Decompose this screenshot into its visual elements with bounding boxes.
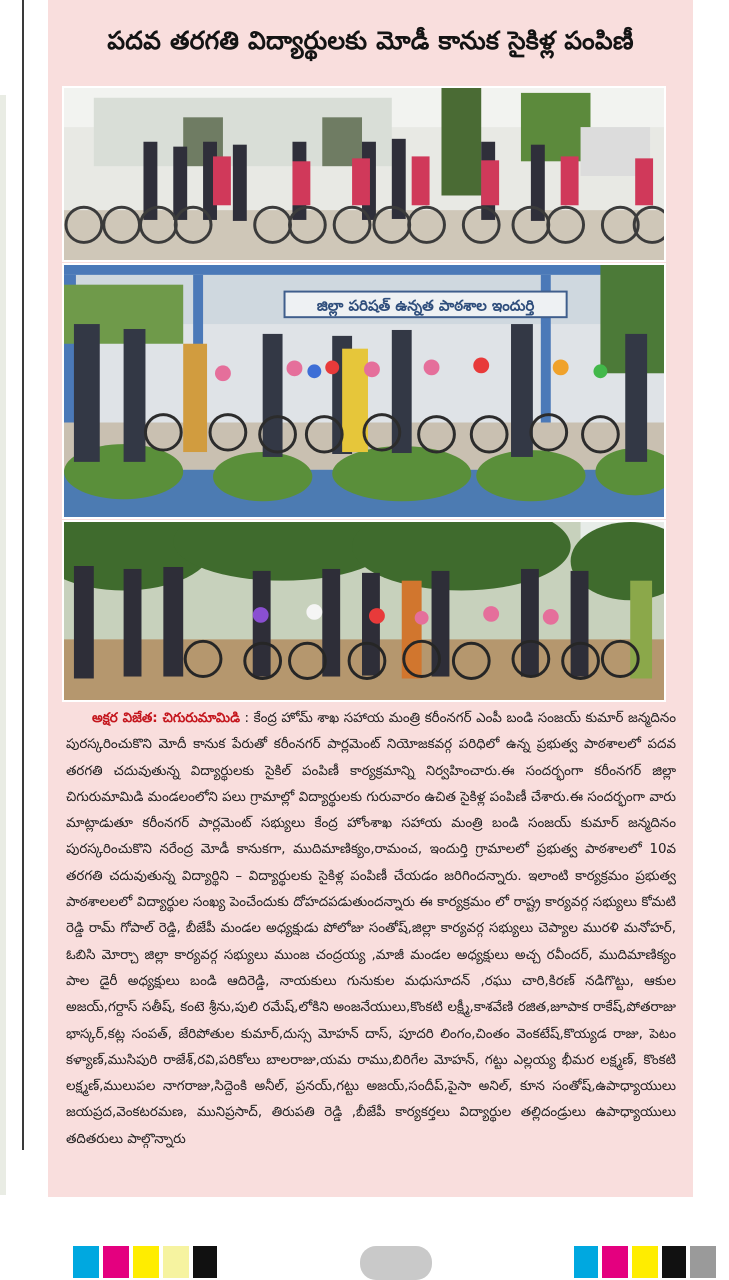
registration-pale-yellow	[163, 1246, 189, 1278]
photo-cycle-distribution-2	[62, 263, 666, 519]
registration-magenta-right	[602, 1246, 628, 1278]
photo-1-illustration	[64, 88, 664, 260]
article-body	[66, 706, 676, 1153]
school-banner: జిల్లా పరిషత్ ఉన్నత పాఠశాల ఇందుర్తి	[316, 297, 535, 315]
registration-cyan-right	[574, 1246, 598, 1278]
registration-yellow	[133, 1246, 159, 1278]
article-dateline: అక్షర విజేత: చిగురుమామిడి	[92, 711, 241, 726]
column-rule	[22, 0, 24, 1150]
photo-2-illustration	[64, 265, 664, 517]
registration-center-mark	[360, 1246, 432, 1280]
registration-cyan	[73, 1246, 99, 1278]
article-headline: పదవ తరగతి విద్యార్థులకు మోడీ కానుక సైకిళ్ల పంపిణీ	[107, 26, 634, 55]
photo-3-illustration	[64, 522, 664, 700]
registration-black-right	[662, 1246, 686, 1278]
news-article	[48, 0, 693, 1197]
article-body-text: : కేంద్ర హోమ్ శాఖ సహాయ మంత్రి కరీంనగర్ ఎంపీ బండి సంజయ్ కుమార్ జన్మదినం పురస్కరించుకొని మోదీ కానుక పేరుతో కరీంనగర్ పార్లమెంట్ నియోజకవర్గ పరిధిలో ఉన్న ప్రభుత్వ పాఠశాలలో పదవ తరగతి చదువుతున్న విద్యార్థులకు సైకిల్ పంపిణీ కార్యక్రమాన్ని నిర్వహించారు.ఈ సందర్భంగా కరీంనగర్ జిల్లా చిగురుమామిడి మండలంలోని పలు గ్రామాల్లో విద్యార్థులకు గురువారం ఉచిత సైకిళ్ల పంపిణీ చేశారు.ఈ సందర్భంగా వారు మాట్లాడుతూ కరీంనగర్ పార్లమెంట్ సభ్యులు కేంద్ర హోంశాఖ సహాయ మంత్రి బండి సంజయ్ కుమార్ జన్మదినం పురస్కరించుకొని నరేంద్ర మోడీ కానుకగా, ముదిమాణిక్యం,రామంచ, ఇందుర్తి గ్రామాలలో ప్రభుత్వ పాఠశాలలో 10వ తరగతి చదువుతున్న విద్యార్థిని – విద్యార్థులకు సైకిళ్ల పంపిణీ చేయడం జరిగిందన్నారు. ఇలాంటి కార్యక్రమం ప్రభుత్వ పాఠశాలలలో విద్యార్థుల సంఖ్య పెంచేందుకు దోహదపడుతుందన్నారు ఈ కార్యక్రమం లో రాష్ట్ర కార్యవర్గ సభ్యులు కోమటి రెడ్డి రామ్ గోపాల్ రెడ్డి, బీజేపీ మండల అధ్యక్షుడు పోలోజు సంతోష్,జిల్లా కార్యవర్గ సభ్యులు చెప్యాల మురళి మనోహర్, ఓబిసి మోర్చా జిల్లా కార్యవర్గ సభ్యులు ముంజ చంద్రయ్య ,మాజీ మండల అధ్యక్షులు అచ్చ రవీందర్, ముదిమాణిక్యం పాల డైరీ అధ్యక్షులు బండి ఆదిరెడ్డి, నాయకులు గునుకుల మధుసూదన్ ,రఘు చారి,కిరణ్ నడిగొట్టు, ఆకుల అజయ్,గర్దాస్ సతీష్, కంటె శ్రీను,పులి రమేష్,లోకిని అంజనేయులు,కొంకటి లక్ష్మీ,కాశవేణి రజిత,జూపాక రాకేష్,పోతరాజు భాస్కర్,కట్ల సంపత్, జేరిపోతుల కుమార్,దుస్స మోహన్ దాస్, పూదరి లింగం,చింతం వెంకటేష్,కొయ్యడ రాజు, పెటం కళ్యాణ్,ముసిపురి రాజేశ్,రవి,పరికోలు బాలరాజు,యమ రాము,బిరిగేల మోహన్, గట్టు ఎల్లయ్య భీమర లక్ష్మణ్, కొంకటి లక్ష్మణ్,ములుపల నాగరాజు,సిద్దెంకి అనీల్, ప్రనయ్,గట్టు అజయ్,సందీప్,పైసా అనిల్, కూన సంతోష్,ఉపాధ్యాయులు జయప్రద,వెంకటరమణ, మునిప్రసాద్, తిరుపతి రెడ్డి ,బీజేపీ కార్యకర్తలు విద్యార్థుల తల్లిదండ్రులు ఉపాధ్యాయులు తదితరులు పాల్గొన్నారు	[66, 711, 677, 1147]
photo-cycle-distribution-1	[62, 86, 666, 262]
registration-gray-right	[690, 1246, 716, 1278]
photo-cycle-distribution-3	[62, 520, 666, 702]
registration-yellow-right	[632, 1246, 658, 1278]
page-edge-strip	[0, 95, 6, 1195]
registration-magenta	[103, 1246, 129, 1278]
registration-black	[193, 1246, 217, 1278]
